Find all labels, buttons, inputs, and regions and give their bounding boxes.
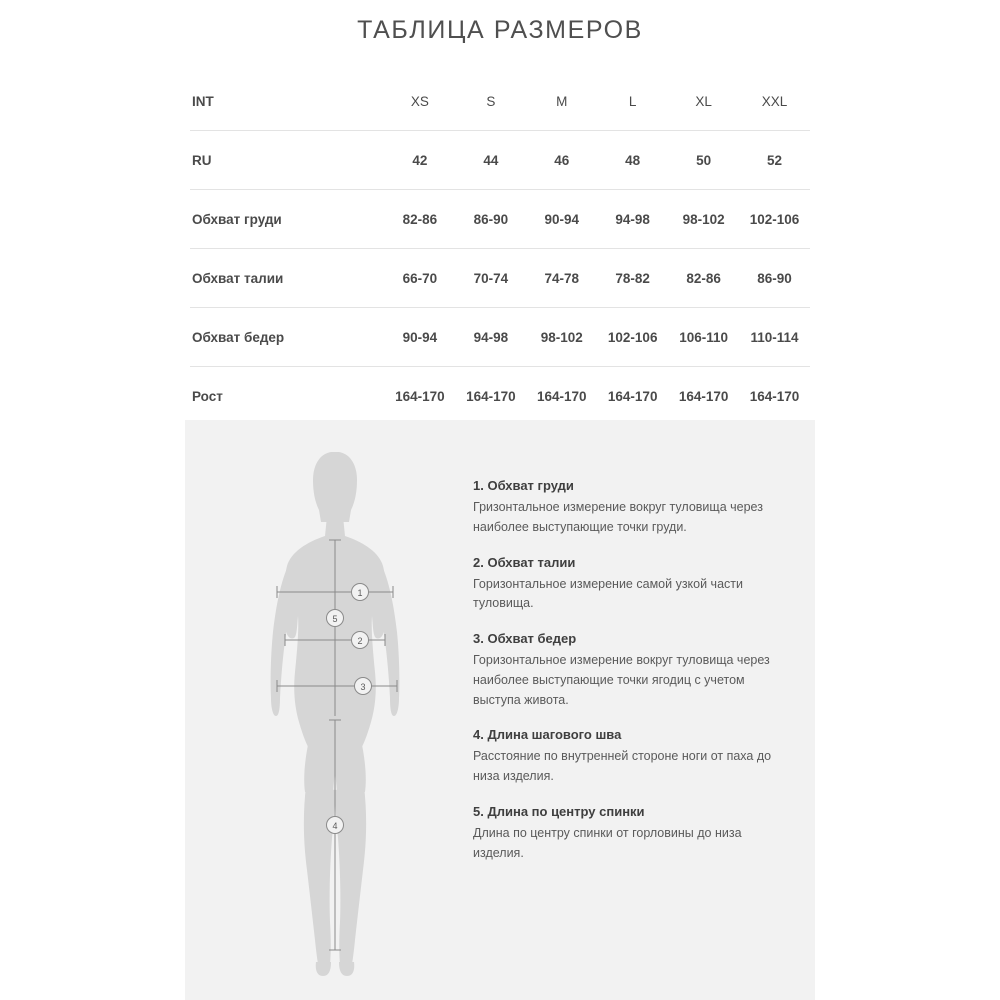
- table-row: [190, 190, 810, 249]
- cell: 90-94: [526, 190, 597, 249]
- cell: 74-78: [526, 249, 597, 308]
- table-row: [190, 367, 810, 426]
- row-label: Обхват талии: [190, 249, 384, 308]
- measurement-notes: [473, 478, 783, 880]
- measurement-guide-panel: [185, 420, 815, 1000]
- cell: M: [526, 72, 597, 131]
- note-item: [473, 804, 783, 864]
- body-figure-illustration: [245, 440, 445, 985]
- note-title: 2. Обхват талии: [473, 554, 576, 570]
- cell: 164-170: [678, 388, 729, 404]
- cell: 164-170: [607, 388, 658, 404]
- table-row: [190, 308, 810, 367]
- cell: 82-86: [668, 249, 739, 308]
- cell: 82-86: [384, 190, 455, 249]
- cell: 164-170: [395, 388, 445, 404]
- cell: 86-90: [739, 249, 810, 308]
- cell: XL: [668, 72, 739, 131]
- cell: 164-170: [749, 388, 800, 404]
- cell: 90-94: [384, 308, 455, 367]
- cell: 164-170: [536, 388, 587, 404]
- table-row: [190, 249, 810, 308]
- cell: XS: [384, 72, 455, 131]
- cell: 66-70: [384, 249, 455, 308]
- cell: S: [455, 72, 526, 131]
- note-title: 4. Длина шагового шва: [473, 727, 622, 743]
- note-body: Расстояние по внутренней стороне ноги от паха до низа изделия.: [473, 749, 772, 783]
- note-item: [473, 727, 783, 787]
- marker-1-label: 1: [357, 588, 363, 598]
- cell: 102-106: [597, 308, 668, 367]
- size-table: [190, 72, 810, 425]
- note-item: [473, 478, 783, 538]
- note-body: Горизонтальное измерение самой узкой части туловища.: [473, 576, 743, 611]
- cell: 42: [384, 131, 455, 190]
- cell: 98-102: [526, 308, 597, 367]
- row-label: Рост: [192, 388, 223, 404]
- marker-2-label: 2: [357, 636, 363, 646]
- female-body-silhouette-icon: [245, 440, 445, 985]
- cell: 94-98: [455, 308, 526, 367]
- cell: 52: [739, 131, 810, 190]
- row-label: Обхват груди: [190, 190, 384, 249]
- cell: 46: [526, 131, 597, 190]
- cell: 94-98: [597, 190, 668, 249]
- row-label: RU: [190, 131, 384, 190]
- cell: 48: [597, 131, 668, 190]
- cell: 110-114: [739, 308, 810, 367]
- row-label: Обхват бедер: [190, 308, 384, 367]
- cell: 106-110: [668, 308, 739, 367]
- cell: 78-82: [597, 249, 668, 308]
- note-title: 5. Длина по центру спинки: [473, 803, 645, 819]
- cell: 98-102: [668, 190, 739, 249]
- note-body: Гризонтальное измерение вокруг туловища через наиболее выступающие точки груди.: [473, 500, 763, 534]
- note-title: 3. Обхват бедер: [473, 631, 577, 646]
- note-body: Длина по центру спинки от горловины до низа изделия.: [473, 825, 742, 860]
- cell: XXL: [739, 72, 810, 131]
- marker-4-label: 4: [332, 821, 338, 831]
- note-title: 1. Обхват груди: [473, 478, 574, 493]
- note-item: [473, 631, 783, 710]
- table-row: [190, 131, 810, 190]
- table-row: [190, 72, 810, 131]
- cell: 164-170: [466, 388, 516, 404]
- cell: L: [597, 72, 668, 131]
- cell: 102-106: [739, 190, 810, 249]
- note-body: Горизонтальное измерение вокруг туловища через наиболее выступающие точки ягодиц с учетом выступа живота.: [473, 653, 770, 707]
- row-label: INT: [190, 72, 384, 131]
- cell: 70-74: [455, 249, 526, 308]
- cell: 44: [455, 131, 526, 190]
- marker-5-label: 5: [332, 614, 338, 624]
- page-title: ТАБЛИЦА РАЗМЕРОВ: [357, 16, 643, 44]
- cell: 50: [668, 131, 739, 190]
- note-item: [473, 555, 783, 615]
- marker-3-label: 3: [360, 682, 366, 692]
- cell: 86-90: [455, 190, 526, 249]
